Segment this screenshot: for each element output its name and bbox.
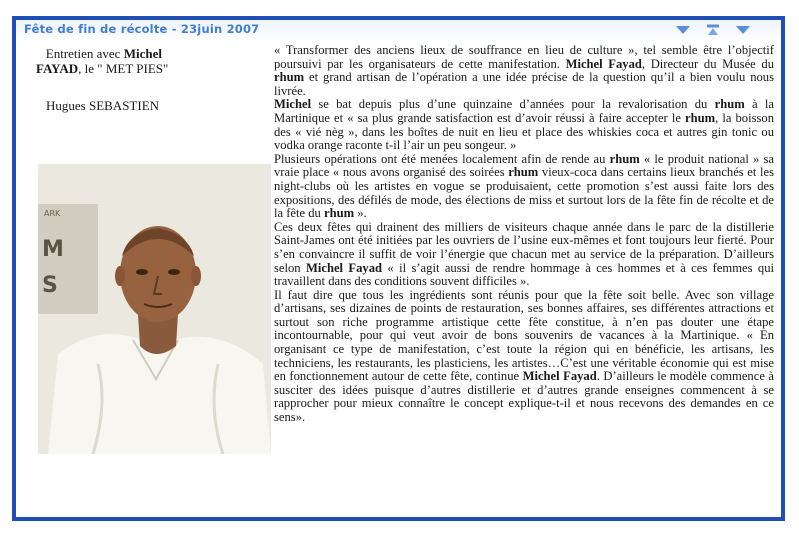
bold-run: Michel Fayad: [522, 369, 597, 384]
page-title: Fête de fin de récolte - 23juin 2007: [24, 22, 260, 36]
portrait-photo: [38, 164, 271, 454]
bold-run: rhum: [274, 70, 305, 85]
article-body: [274, 44, 774, 425]
text-run: , la boisson des « vié nèg », dans les boîtes de nuit en lieu et place des whiskies coca et autres gin tonic ou vodka orange raconte t-il l’air un peu songeur. »: [274, 110, 774, 153]
interview-intro: [36, 46, 276, 76]
svg-text:M: M: [42, 237, 64, 262]
text-run: vieux-coca dans certains lieux branchés et les night-clubs où les artistes en vogue se produisaient, cette promotion s’est aussi faite lors des expositions, des défilés de mode, des élections de miss et surtout lors de la fête fin de récolte et de la fête du: [274, 165, 774, 221]
paragraph: [274, 221, 774, 289]
svg-text:S: S: [42, 273, 58, 298]
text-run: et grand artisan de l’opération a une idée précise de la question qu’il a bien voulu nous livrée.: [274, 70, 774, 98]
intro-name-first: Michel: [123, 46, 162, 61]
paragraph: [274, 153, 774, 221]
text-run: Il faut dire que tous les ingrédients sont réunis pour que la fête soit belle. Avec son village d’artisans, ses dizaines de points de restauration, ses bonnes affaires, ses différentes attractions et surtout son riche programme artistique cette fête constitue, à n’en pas douter une étape incontournable, pour qui veut avoir de bons souvenirs de vacances à la Martinique. « En organisant ce type de manifestation, c’est toute la région qui en bénéficie, les artisans, les techniciens, les restaurants, les plasticiens, les artistes…C’est une véritable économie qui est mise en fonctionnement autour de cette fête, continue: [274, 287, 774, 384]
text-run: « il s’agit aussi de rendre hommage à ces hommes et à ces femmes qui travaillent dans des conditions souvent difficiles ».: [274, 260, 774, 289]
up-arrow-icon[interactable]: [705, 24, 721, 36]
portrait-illustration: [38, 164, 271, 454]
nav-icons: [675, 24, 751, 36]
bold-run: rhum: [324, 206, 355, 221]
text-run: ».: [354, 206, 367, 221]
svg-text:ARK: ARK: [44, 209, 61, 218]
text-run: Plusieurs opérations ont été menées localement afin de rende au: [274, 151, 610, 166]
text-run: « le produit national » sa vraie place « nous avons organisé des soirées: [274, 151, 774, 180]
text-run: Ces deux fêtes qui drainent des milliers de visiteurs chaque année dans le parc de la distillerie Saint-James ont été initiées par les ouvriers de l’usine eux-mêmes et font toujours leur fierté. Pour s’en convaincre il suffit de voir l’énergie que chacun met au service de la préparation. D’ailleurs selon: [274, 219, 774, 275]
text-run: « Transformer des anciens lieux de souffrance en lieu de culture », tel semble être l’objectif poursuivi par les organisateurs de cette manifestation.: [274, 43, 774, 71]
next-arrow-icon[interactable]: [735, 24, 751, 36]
bold-run: rhum: [714, 97, 745, 112]
intro-name-last: FAYAD: [36, 61, 79, 76]
article-frame: [12, 16, 785, 521]
bold-run: rhum: [685, 110, 716, 125]
text-run: se bat depuis plus d’une quinzaine d’années pour la revalorisation du: [311, 97, 715, 112]
text-run: . D’ailleurs le modèle commence à susciter des idées puisque d’autres distillerie et d’autres grande enseignes commencent à se rapprocher pour mieux connaître le concept explique-t-il et nous recevons des demandes en ce sens».: [274, 369, 774, 425]
paragraph: [274, 98, 774, 152]
paragraph: [274, 289, 774, 425]
paragraph: [274, 44, 774, 98]
text-run: à la Martinique et « sa plus grande satisfaction est d’avoir réussi à faire accepter le: [274, 97, 774, 125]
intro-suffix: , le " MET PIES": [78, 61, 169, 76]
bold-run: Michel Fayad: [565, 56, 642, 71]
bold-run: rhum: [508, 165, 539, 180]
intro-prefix: Entretien avec: [45, 46, 124, 61]
author-name: Hugues SEBASTIEN: [46, 98, 160, 113]
bold-run: Michel: [274, 97, 312, 112]
text-run: , Directeur du Musée du: [641, 56, 774, 71]
header-band: [16, 20, 781, 42]
prev-arrow-icon[interactable]: [675, 24, 691, 36]
bold-run: rhum: [609, 151, 640, 166]
bold-run: Michel Fayad: [305, 260, 383, 275]
